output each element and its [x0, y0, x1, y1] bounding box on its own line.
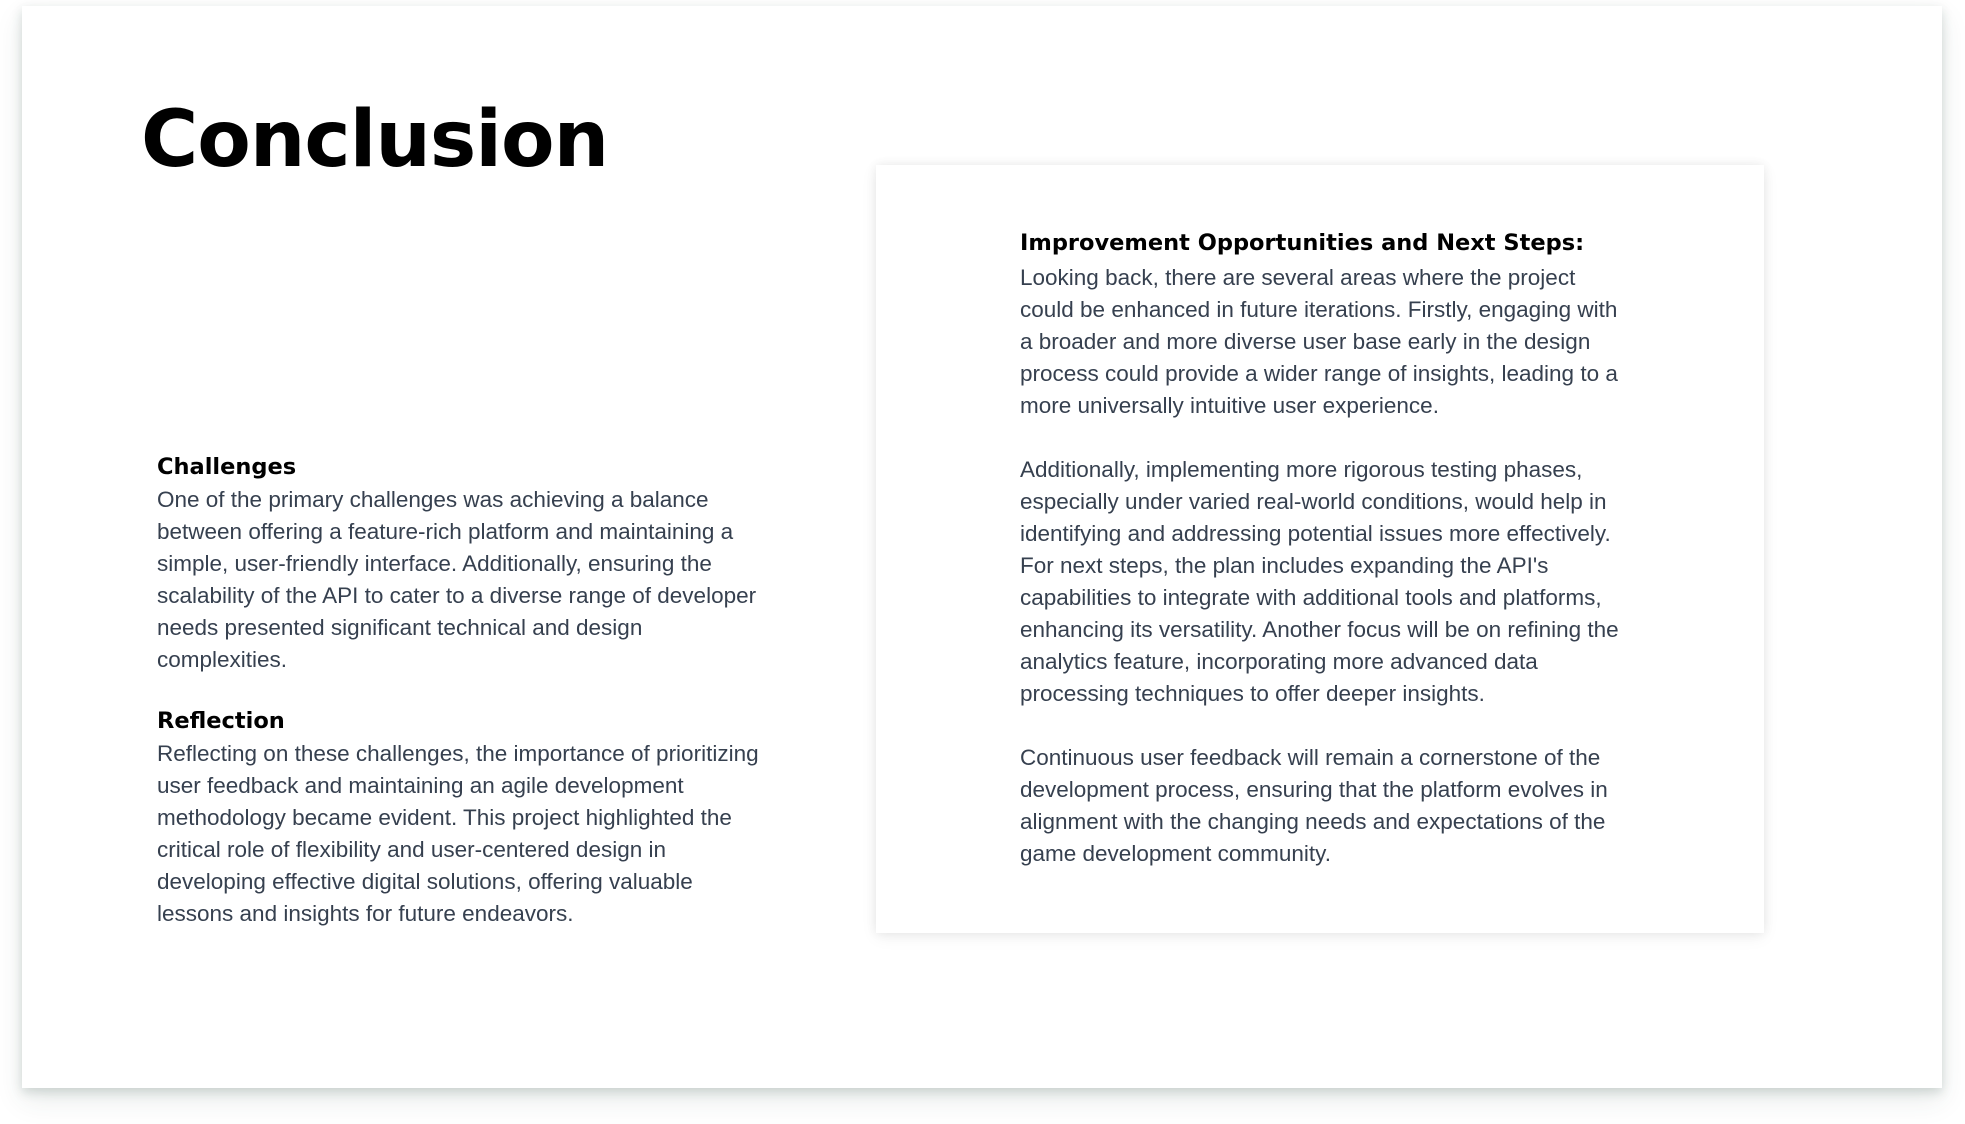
improvement-heading: Improvement Opportunities and Next Steps:	[1020, 230, 1585, 256]
page-title: Conclusion	[141, 95, 609, 185]
slide	[22, 6, 1942, 1088]
reflection-text: Reflecting on these challenges, the importance of prioritizing user feedback and maintaining an agile development methodology became evident. This project highlighted the critical role of flexibility and user-centered design in developing effective digital solutions, offering valuable lessons and insights for future endeavors.	[157, 741, 759, 926]
improvement-paragraph: Continuous user feedback will remain a cornerstone of the development process, ensuring that the platform evolves in alignment with the changing needs and expectations of the game development community.	[1020, 745, 1608, 866]
improvement-content	[1020, 226, 1630, 902]
challenges-heading: Challenges	[157, 454, 297, 480]
reflection-heading: Reflection	[157, 708, 285, 734]
improvement-card	[876, 165, 1764, 933]
reflection-section	[157, 704, 767, 930]
challenges-text: One of the primary challenges was achieving a balance between offering a feature-rich platform and maintaining a simple, user-friendly interface. Additionally, ensuring the scalability of the API to cater to a diverse range of developer needs presented significant technical and design complexities.	[157, 487, 757, 672]
challenges-section	[157, 450, 767, 676]
improvement-paragraph: Additionally, implementing more rigorous testing phases, especially under varied real-world conditions, would help in identifying and addressing potential issues more effectively. For next steps, the plan includes expanding the API's capabilities to integrate with additional tools and platforms, enhancing its versatility. Another focus will be on refining the analytics feature, incorporating more advanced data processing techniques to offer deeper insights.	[1020, 457, 1619, 706]
improvement-paragraph: Looking back, there are several areas where the project could be enhanced in future iterations. Firstly, engaging with a broader and more diverse user base early in the design process could provide a wider range of insights, leading to a more universally intuitive user experience.	[1020, 265, 1618, 418]
